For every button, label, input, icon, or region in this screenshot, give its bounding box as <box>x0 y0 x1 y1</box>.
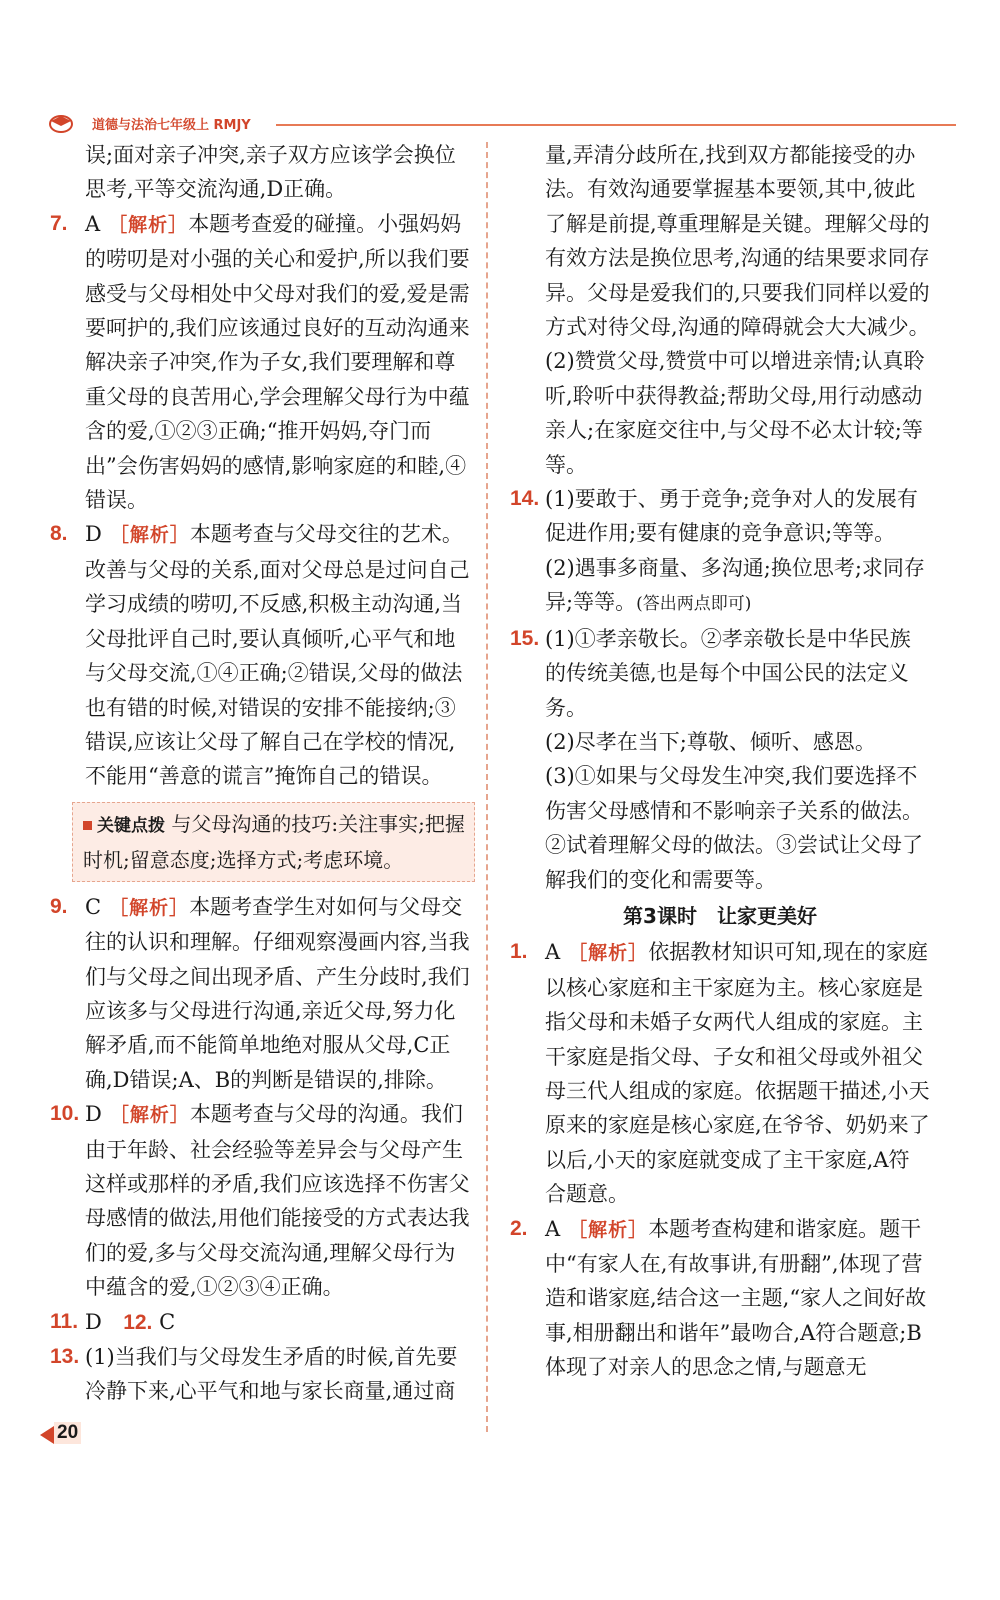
question-number: 12. <box>123 1310 153 1334</box>
question-number: 15. <box>510 626 540 650</box>
key-tip-box <box>72 802 475 882</box>
analysis-text: 本题考查学生对如何与父母交往的认识和理解。仔细观察漫画内容,当我们与父母之间出现矛盾、产生分歧时,我们应该多与父母进行沟通,亲近父母,努力化解矛盾,而不能简单地绝对服从父母,C正确,D错误;A、B的判断是错误的,排除。 <box>85 894 470 1092</box>
analysis-text: 本题考查与父母的沟通。我们由于年龄、社会经验等差异会与父母产生这样或那样的矛盾,我们应该选择不伤害父母感情的做法,用他们能接受的方式表达我们的爱,多与父母交流沟通,理解父母行为中蕴含的爱,①②③④正确。 <box>85 1102 470 1300</box>
answer-letter: D <box>85 1309 102 1334</box>
answer-letter: A <box>545 940 561 965</box>
answer-letter: A <box>85 211 101 236</box>
answer-part-2: (2)尽孝在当下;尊敬、倾听、感恩。 <box>545 729 876 754</box>
answer-part-1: (1)①孝亲敬长。②孝亲敬长是中华民族的传统美德,也是每个中国公民的法定义务。 <box>545 626 911 720</box>
answer-part-2: (2)遇事多商量、多沟通;换位思考;求同存异;等等。 <box>545 555 925 615</box>
question-number: 13. <box>50 1345 80 1368</box>
page-number <box>40 1420 92 1448</box>
answer-letter: A <box>545 1216 561 1241</box>
question-number: 7. <box>50 211 68 235</box>
header-rule <box>276 124 956 126</box>
analysis-text: 本题考查构建和谐家庭。题干中“有家人在,有故事讲,有册翻”,体现了营造和谐家庭,结合这一主题,“家人之间好故事,相册翻出和谐年”最吻合,A符合题意;B体现了对亲人的思念之情,与题意无 <box>545 1216 927 1380</box>
tip-text: 与父母沟通的技巧:关注事实;把握时机;留意态度;选择方式;考虑环境。 <box>83 811 465 872</box>
question-11-12 <box>50 1305 475 1340</box>
question-10 <box>50 1097 475 1304</box>
analysis-tag: ［解析］ <box>109 1104 190 1127</box>
question-number: 14. <box>510 487 540 511</box>
question-13 <box>50 1340 475 1409</box>
answer-part-1: (1)要敢于、勇于竞争;竞争对人的发展有促进作用;要有健康的竞争意识;等等。 <box>545 487 918 546</box>
question-14 <box>510 482 930 622</box>
analysis-text: 本题考查与父母交往的艺术。改善与父母的关系,面对父母总是过问自己学习成绩的唠叨,不反感,积极主动沟通,当父母批评自己时,要认真倾听,心平气和地与父母交流,①④正确;②错误,父母的做法也有错的时候,对错误的安排不能接纳;③错误,应该让父母了解自己在学校的情况,不能用“善意的谎言”掩饰自己的错误。 <box>85 522 470 789</box>
question-number: 8. <box>50 522 68 546</box>
analysis-tag: ［解析］ <box>108 213 189 236</box>
question-7 <box>50 207 475 518</box>
answer-letter: C <box>159 1309 176 1334</box>
analysis-tag: ［解析］ <box>109 896 190 919</box>
question-13-continued: 量,弄清分歧所在,找到双方都能接受的办法。有效沟通要掌握基本要领,其中,彼此了解是前提,尊重理解是关键。理解父母的有效方法是换位思考,沟通的结果要求同存异。父母是爱我们的,只要我们同样以爱的方式对待父母,沟通的障碍就会大大减少。 <box>545 143 930 340</box>
page-header <box>44 110 956 138</box>
answer-note: (答出两点即可) <box>636 594 752 615</box>
page-arrow-icon <box>40 1426 54 1444</box>
column-divider <box>486 142 488 1432</box>
question-number: 2. <box>510 1216 528 1240</box>
question-number: 11. <box>50 1309 79 1333</box>
analysis-tag: ［解析］ <box>568 942 649 965</box>
right-column <box>510 138 930 1385</box>
book-title: 道德与法治七年级上 RMJY <box>92 118 251 133</box>
question-13-part-2: (2)赞赏父母,赞赏中可以增进亲情;认真聆听,聆听中获得教益;帮助父母,用行动感动亲人;在家庭交往中,与父母不必太计较;等等。 <box>545 349 925 477</box>
question-8 <box>50 517 475 793</box>
left-column <box>50 138 475 1409</box>
lesson-question-1 <box>510 935 930 1211</box>
answer-letter: C <box>85 894 102 919</box>
answer-text: (1)当我们与父母发生矛盾的时候,首先要冷静下来,心平气和地与家长商量,通过商 <box>85 1345 458 1404</box>
question-9 <box>50 890 475 1097</box>
analysis-text: 本题考查爱的碰撞。小强妈妈的唠叨是对小强的关心和爱护,所以我们要感受与父母相处中父母对我们的爱,爱是需要呵护的,我们应该通过良好的互动沟通来解决亲子冲突,作为子女,我们要理解和尊重父母的良苦用心,学会理解父母行为中蕴含的爱,①②③正确;“推开妈妈,夺门而出”会伤害妈妈的感情,影响家庭的和睦,④错误。 <box>85 211 470 513</box>
question-number: 1. <box>510 940 528 964</box>
answer-letter: D <box>85 1102 102 1127</box>
tip-label: 关键点拨 <box>97 815 165 836</box>
analysis-tag: ［解析］ <box>109 524 190 547</box>
question-number: 9. <box>50 894 68 918</box>
lesson-title: 第3课时 让家更美好 <box>623 903 817 928</box>
question-15 <box>510 622 930 897</box>
graduation-cap-icon <box>48 112 74 134</box>
page-number-text: 20 <box>54 1422 81 1444</box>
question-number: 10. <box>50 1102 80 1126</box>
analysis-text: 依据教材知识可知,现在的家庭以核心家庭和主干家庭为主。核心家庭是指父母和未婚子女两代人组成的家庭。主干家庭是指父母、子女和祖父母或外祖父母三代人组成的家庭。依据题干描述,小天原来的家庭是核心家庭,在爷爷、奶奶来了以后,小天的家庭就变成了主干家庭,A符合题意。 <box>545 940 930 1207</box>
answer-part-3: (3)①如果与父母发生冲突,我们要选择不伤害父母感情和不影响亲子关系的做法。②试着理解父母的做法。③尝试让父母了解我们的变化和需要等。 <box>545 764 923 892</box>
tip-bullet-icon <box>83 821 92 830</box>
intro-text: 误;面对亲子冲突,亲子双方应该学会换位思考,平等交流沟通,D正确。 <box>85 143 456 202</box>
lesson-question-2 <box>510 1212 930 1385</box>
answer-letter: D <box>85 522 102 547</box>
analysis-tag: ［解析］ <box>568 1218 649 1241</box>
